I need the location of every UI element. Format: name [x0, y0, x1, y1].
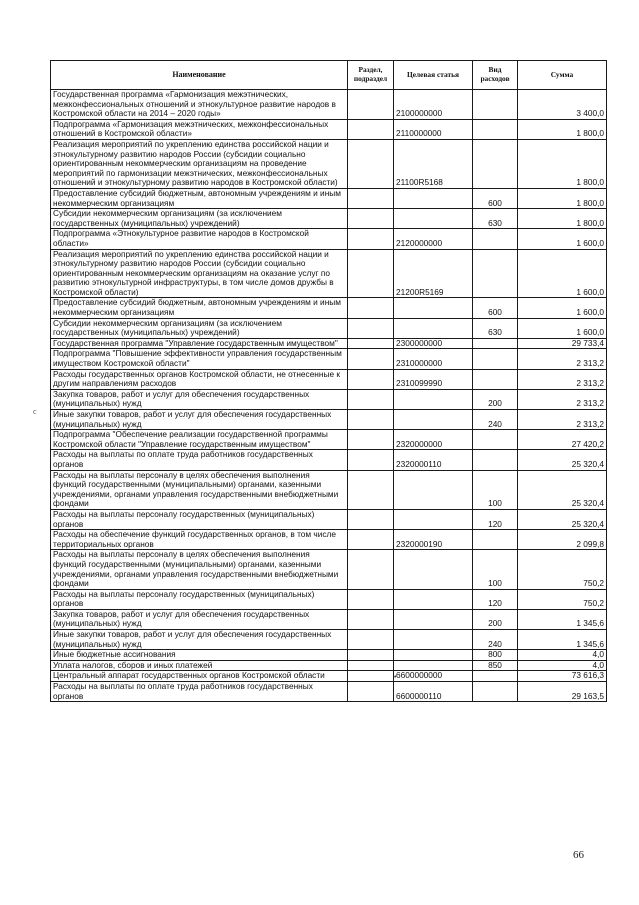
cell-section — [348, 119, 394, 139]
cell-sum: 2 313,2 — [518, 369, 607, 389]
cell-section — [348, 509, 394, 529]
cell-sum: 25 320,4 — [518, 450, 607, 470]
cell-name: Расходы на выплаты по оплате труда работников государственных органов — [51, 682, 348, 702]
cell-name: Закупка товаров, работ и услуг для обеспечения государственных (муниципальных) нужд — [51, 389, 348, 409]
cell-kind — [473, 139, 518, 188]
cell-kind — [473, 671, 518, 682]
cell-article: 21200R5169 — [394, 249, 473, 298]
cell-sum: 2 313,2 — [518, 410, 607, 430]
cell-article: 2310099990 — [394, 369, 473, 389]
cell-article — [394, 609, 473, 629]
cell-article: 2300000000 — [394, 338, 473, 349]
page-number: 66 — [573, 849, 584, 861]
cell-name: Расходы на обеспечение функций государственных органов, в том числе территориальных органов — [51, 530, 348, 550]
cell-article — [394, 318, 473, 338]
cell-sum: 1 800,0 — [518, 209, 607, 229]
cell-sum: 2 313,2 — [518, 349, 607, 369]
cell-section — [348, 671, 397, 682]
cell-section — [348, 410, 394, 430]
cell-article — [394, 589, 473, 609]
cell-article — [394, 470, 473, 509]
cell-article — [394, 660, 473, 671]
cell-sum: 27 420,2 — [518, 430, 607, 450]
cell-kind: 800 — [473, 650, 518, 661]
cell-article: 2100000000 — [394, 90, 473, 120]
cell-section — [348, 682, 394, 702]
cell-article: 6600000110 — [394, 682, 473, 702]
table-row — [51, 609, 607, 629]
cell-section — [348, 249, 394, 298]
cell-section — [348, 530, 394, 550]
table-body — [51, 90, 607, 702]
cell-kind: 100 — [473, 550, 518, 589]
cell-section — [348, 369, 394, 389]
table-row — [51, 650, 607, 661]
cell-name: Расходы на выплаты персоналу в целях обеспечения выполнения функций государственными (муниципальными) органами, казенными учреждениями, органами управления государственными внебюджетными фондами — [51, 550, 348, 589]
cell-section — [348, 90, 394, 120]
table-row — [51, 589, 607, 609]
cell-name: Иные закупки товаров, работ и услуг для обеспечения государственных (муниципальных) нужд — [51, 630, 348, 650]
cell-kind — [473, 338, 518, 349]
cell-kind — [473, 90, 518, 120]
table-row — [51, 338, 607, 349]
cell-name: Подпрограмма "Повышение эффективности управления государственным имуществом Костромской области" — [51, 349, 348, 369]
cell-kind: 600 — [473, 298, 518, 318]
cell-kind: 120 — [473, 589, 518, 609]
cell-article — [394, 298, 473, 318]
cell-sum: 25 320,4 — [518, 470, 607, 509]
cell-section — [348, 389, 394, 409]
cell-name: Иные бюджетные ассигнования — [51, 650, 348, 661]
cell-sum: 1 345,6 — [518, 630, 607, 650]
table-row — [51, 682, 607, 702]
cell-sum: 1 600,0 — [518, 249, 607, 298]
cell-name: Уплата налогов, сборов и иных платежей — [51, 660, 348, 671]
cell-article: 6600000000 — [394, 671, 473, 682]
cell-name: Расходы на выплаты персоналу государственных (муниципальных) органов — [51, 509, 348, 529]
cell-name: Субсидии некоммерческим организациям (за исключением государственных (муниципальных) учреждений) — [51, 318, 348, 338]
header-name: Наименование — [51, 61, 348, 90]
table-row — [51, 349, 607, 369]
cell-kind: 240 — [473, 630, 518, 650]
cell-sum: 73 616,3 — [518, 671, 607, 682]
cell-article — [394, 630, 473, 650]
cell-section — [348, 229, 394, 249]
cell-name: Расходы на выплаты персоналу в целях обеспечения выполнения функций государственными (муниципальными) органами, казенными учреждениями, органами управления государственными внебюджетными фондами — [51, 470, 348, 509]
cell-article — [394, 509, 473, 529]
table-row — [51, 530, 607, 550]
cell-section — [348, 470, 394, 509]
table-row — [51, 209, 607, 229]
header-article: Целевая статья — [394, 61, 473, 90]
table-row — [51, 249, 607, 298]
table-row — [51, 318, 607, 338]
cell-sum: 1 800,0 — [518, 119, 607, 139]
cell-article: 2320000110 — [394, 450, 473, 470]
cell-kind — [473, 349, 518, 369]
cell-kind: 200 — [473, 609, 518, 629]
cell-name: Подпрограмма "Обеспечение реализации государственной программы Костромской области "Управление государственным имуществом" — [51, 430, 348, 450]
table-row — [51, 450, 607, 470]
cell-sum: 29 163,5 — [518, 682, 607, 702]
cell-kind — [473, 530, 518, 550]
cell-name: Расходы на выплаты по оплате труда работников государственных органов — [51, 450, 348, 470]
table-row — [51, 119, 607, 139]
cell-article — [394, 389, 473, 409]
cell-kind: 600 — [473, 188, 518, 208]
cell-sum: 750,2 — [518, 550, 607, 589]
budget-table — [50, 60, 607, 702]
cell-article: 2320000000 — [394, 430, 473, 450]
cell-kind: 850 — [473, 660, 518, 671]
table-row — [51, 139, 607, 188]
scan-dot: • — [394, 674, 397, 681]
cell-section — [348, 188, 394, 208]
table-row — [51, 660, 607, 671]
cell-sum: 1 800,0 — [518, 139, 607, 188]
cell-sum: 750,2 — [518, 589, 607, 609]
table-row — [51, 298, 607, 318]
cell-name: Центральный аппарат государственных органов Костромской области — [51, 671, 348, 682]
cell-article — [394, 188, 473, 208]
table-row — [51, 410, 607, 430]
cell-section — [348, 430, 394, 450]
table-row — [51, 630, 607, 650]
cell-section — [348, 349, 394, 369]
cell-article: 2110000000 — [394, 119, 473, 139]
cell-kind: 630 — [473, 318, 518, 338]
cell-sum: 3 400,0 — [518, 90, 607, 120]
cell-name: Субсидии некоммерческим организациям (за исключением государственных (муниципальных) учреждений) — [51, 209, 348, 229]
cell-article: 2120000000 — [394, 229, 473, 249]
header-section: Раздел, подраздел — [348, 61, 394, 90]
cell-name: Государственная программа "Управление государственным имуществом" — [51, 338, 348, 349]
cell-sum: 2 313,2 — [518, 389, 607, 409]
cell-sum: 1 345,6 — [518, 609, 607, 629]
cell-article: 21100R5168 — [394, 139, 473, 188]
cell-kind: 200 — [473, 389, 518, 409]
cell-sum: 1 800,0 — [518, 188, 607, 208]
table-row — [51, 470, 607, 509]
cell-kind — [473, 369, 518, 389]
table-row — [51, 188, 607, 208]
cell-kind — [473, 450, 518, 470]
cell-article — [394, 650, 473, 661]
cell-sum: 29 733,4 — [518, 338, 607, 349]
cell-name: Государственная программа «Гармонизация межэтнических, межконфессиональных отношений и этнокультурное развитие народов в Костромской области на 2014 – 2020 годы» — [51, 90, 348, 120]
cell-kind — [473, 249, 518, 298]
cell-sum: 1 600,0 — [518, 298, 607, 318]
cell-kind: 120 — [473, 509, 518, 529]
cell-name: Подпрограмма «Гармонизация межэтнических, межконфессиональных отношений в Костромской области» — [51, 119, 348, 139]
table-row — [51, 509, 607, 529]
cell-sum: 4,0 — [518, 650, 607, 661]
cell-name: Предоставление субсидий бюджетным, автономным учреждениям и иным некоммерческим организациям — [51, 188, 348, 208]
cell-name: Предоставление субсидий бюджетным, автономным учреждениям и иным некоммерческим организациям — [51, 298, 348, 318]
cell-section — [348, 589, 394, 609]
cell-section — [348, 550, 394, 589]
cell-sum: 25 320,4 — [518, 509, 607, 529]
cell-sum: 1 600,0 — [518, 229, 607, 249]
cell-article — [394, 410, 473, 430]
cell-article — [394, 550, 473, 589]
cell-kind — [473, 119, 518, 139]
cell-section — [348, 450, 394, 470]
cell-section — [348, 139, 394, 188]
cell-section — [348, 298, 394, 318]
cell-name: Подпрограмма «Этнокультурное развитие народов в Костромской области» — [51, 229, 348, 249]
table-row — [51, 671, 607, 682]
table-row — [51, 430, 607, 450]
table-header-row — [51, 61, 607, 90]
cell-section — [348, 650, 394, 661]
table-row — [51, 389, 607, 409]
cell-article: 2310000000 — [394, 349, 473, 369]
header-sum: Сумма — [518, 61, 607, 90]
cell-name: Расходы государственных органов Костромской области, не отнесенные к другим направлениям расходов — [51, 369, 348, 389]
cell-article: 2320000190 — [394, 530, 473, 550]
cell-section — [348, 660, 394, 671]
cell-section — [348, 318, 394, 338]
margin-mark: c — [33, 407, 37, 416]
cell-name: Закупка товаров, работ и услуг для обеспечения государственных (муниципальных) нужд — [51, 609, 348, 629]
cell-name: Реализация мероприятий по укреплению единства российской нации и этнокультурному развитию народов России (субсидии социально ориентированным некоммерческим организациям на оказание услуг по развитию этнокультурной инфраструктуры, в том числе домов дружбы в Костромской области) — [51, 249, 348, 298]
table-row — [51, 550, 607, 589]
cell-section — [348, 609, 394, 629]
cell-section — [348, 209, 394, 229]
cell-sum: 1 600,0 — [518, 318, 607, 338]
cell-article — [394, 209, 473, 229]
cell-name: Иные закупки товаров, работ и услуг для обеспечения государственных (муниципальных) нужд — [51, 410, 348, 430]
table-row — [51, 369, 607, 389]
cell-kind: 630 — [473, 209, 518, 229]
table-row — [51, 229, 607, 249]
cell-kind — [473, 682, 518, 702]
header-kind: Вид расходов — [473, 61, 518, 90]
cell-kind — [473, 430, 518, 450]
cell-sum: 4,0 — [518, 660, 607, 671]
cell-section — [348, 630, 394, 650]
cell-kind: 100 — [473, 470, 518, 509]
cell-section — [348, 338, 394, 349]
table-row — [51, 90, 607, 120]
cell-sum: 2 099,8 — [518, 530, 607, 550]
cell-name: Реализация мероприятий по укреплению единства российской нации и этнокультурному развитию народов России (субсидии социально ориентированным некоммерческим организациям на проведение мероприятий по гармонизации межэтнических, межконфессиональных отношений и этнокультурному развитию народов в Костромской области) — [51, 139, 348, 188]
cell-kind — [473, 229, 518, 249]
cell-name: Расходы на выплаты персоналу государственных (муниципальных) органов — [51, 589, 348, 609]
cell-kind: 240 — [473, 410, 518, 430]
